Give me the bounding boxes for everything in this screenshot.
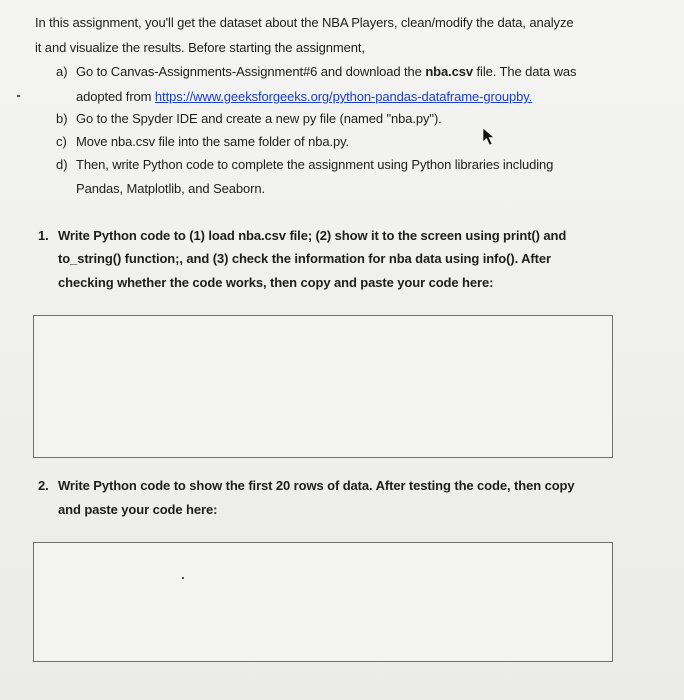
question-2-line-2: and paste your code here: [58,502,218,517]
question-1-number: 1. [38,228,49,243]
dataset-source-link[interactable]: https://www.geeksforgeeks.org/python-pandas-dataframe-groupby. [154,89,533,104]
step-c-marker: c) [56,134,67,149]
question-2-answer-box[interactable] [33,542,613,662]
question-1-answer-box[interactable] [33,315,613,458]
step-a-line-2 [76,89,532,105]
step-a-text: Go to Canvas-Assignments-Assignment#6 and download the [76,64,426,79]
margin-mark [17,95,20,97]
question-1-line-1: Write Python code to (1) load nba.csv file; (2) show it to the screen using print() and [58,228,567,243]
question-2-number: 2. [38,478,49,493]
step-d-line-1: Then, write Python code to complete the assignment using Python libraries including [76,157,554,172]
text-caret [182,577,184,579]
step-a-text-end: file. The data was [473,64,577,79]
step-b-marker: b) [56,111,68,126]
step-a-filename: nba.csv [425,64,474,79]
question-1-line-3: checking whether the code works, then copy and paste your code here: [58,275,494,290]
question-2-line-1: Write Python code to show the first 20 rows of data. After testing the code, then copy [58,478,575,493]
step-d-line-2: Pandas, Matplotlib, and Seaborn. [76,181,266,196]
step-d-marker: d) [56,157,68,172]
question-1-line-2: to_string() function;, and (3) check the information for nba data using info(). After [58,251,551,266]
step-a-adopted-text: adopted from [76,89,155,104]
intro-line-2: it and visualize the results. Before starting the assignment, [35,40,365,55]
step-b-text: Go to the Spyder IDE and create a new py file (named "nba.py"). [76,111,442,126]
mouse-pointer-icon [482,127,498,147]
step-a-line-1 [76,64,576,80]
step-a-marker: a) [56,64,68,79]
step-c-text: Move nba.csv file into the same folder of nba.py. [76,134,350,149]
intro-line-1: In this assignment, you'll get the dataset about the NBA Players, clean/modify the data, analyze [35,15,574,30]
